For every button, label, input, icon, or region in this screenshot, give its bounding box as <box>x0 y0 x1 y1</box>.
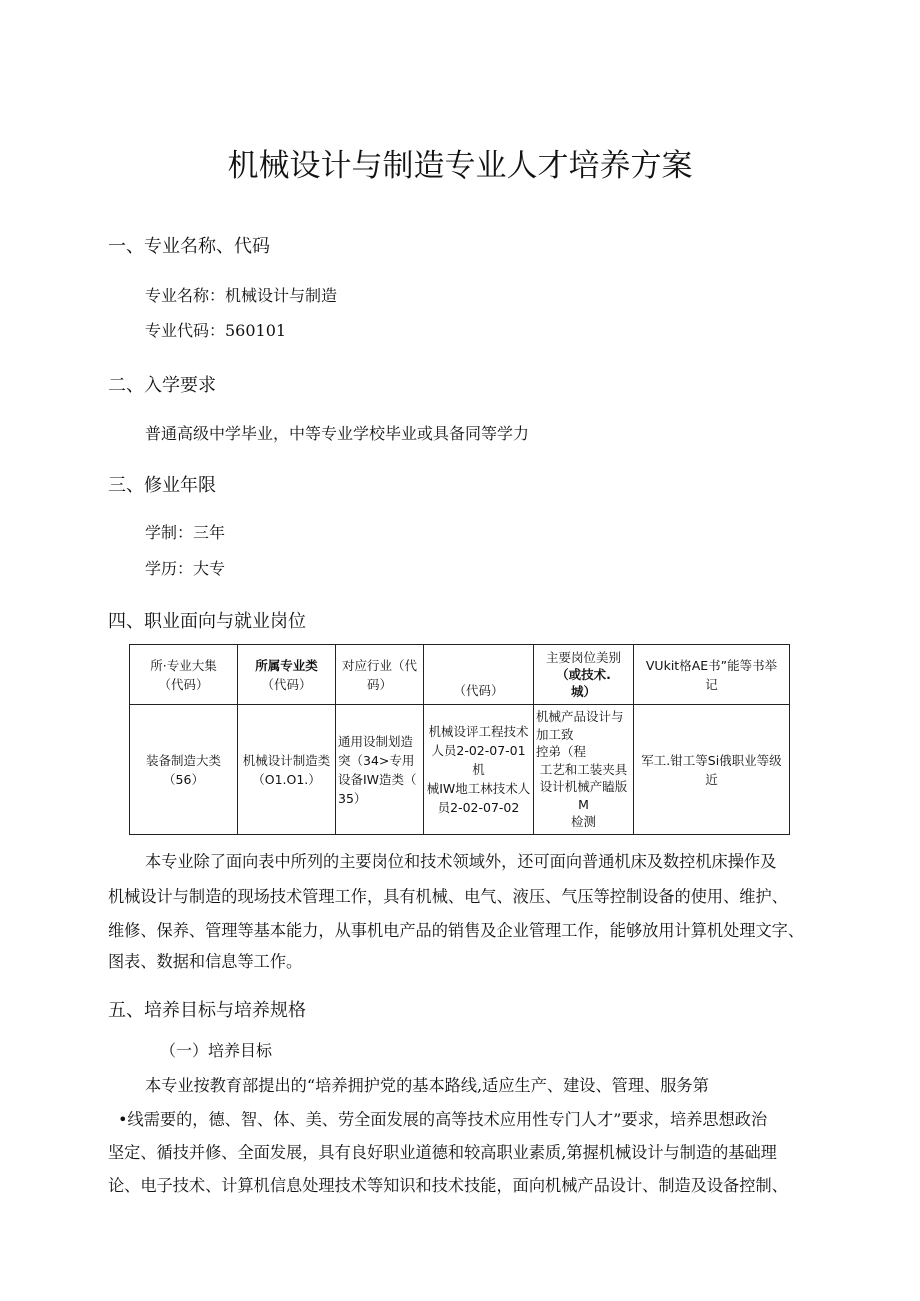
table-cell: 通用设制划造 突（34>专用 设备IW造类（ 35） <box>336 705 424 835</box>
paragraph-line: 图表、数据和信息等工作。 <box>108 952 303 971</box>
paragraph-line: 维修、保养、管理等基本能力，从事机电产品的销售及企业管理工作，能够放用计算机处理文字、 <box>108 921 805 940</box>
section-5-heading: 五、培养目标与培养规格 <box>108 1000 306 1021</box>
header-cell: 主要岗位美别 （或技术. 城） <box>534 645 634 705</box>
table-row <box>130 705 790 835</box>
paragraph-line: 论、电子技术、计算机信息处理技术等知识和技术技能，面向机械产品设计、制造及设备控制、 <box>108 1176 788 1195</box>
major-code: 专业代码：560101 <box>145 321 287 340</box>
subsection-heading: （一）培养目标 <box>160 1041 273 1060</box>
table-cell: 机械设计制造类 （O1.O1.） <box>238 705 336 835</box>
paragraph-line: •线需要的，德、智、体、美、劳全面发展的高等技术应用性专门人才”要求，培养思想政治 <box>118 1110 768 1129</box>
table-header-row <box>130 645 790 705</box>
header-cell: VUkit格AE书”能等书举 记 <box>634 645 790 705</box>
header-cell: 所·专业大集 （代码） <box>130 645 238 705</box>
table-cell: 机械设评工程技术 人员2-02-07-01机 械IW地工林技术人 员2-02-07-02 <box>424 705 534 835</box>
section-1-heading: 一、专业名称、代码 <box>108 236 270 257</box>
table-cell: 机械产品设计与 加工致 控弟（程 工艺和工装夹具 设计机械产瞌版 M 检测 <box>534 705 634 835</box>
admission-requirement: 普通高级中学毕业，中等专业学校毕业或具备同等学力 <box>145 424 530 443</box>
occupation-table <box>129 644 790 835</box>
header-cell: （代码） <box>424 645 534 705</box>
header-cell: 所属专业类 （代码） <box>238 645 336 705</box>
table-cell: 军工.钳工等Si俄职业等级 近 <box>634 705 790 835</box>
document-title: 机械设计与制造专业人才培养方案 <box>227 148 693 184</box>
table-cell: 装备制造大类 （56） <box>130 705 238 835</box>
study-system: 学制：三年 <box>145 523 226 542</box>
paragraph-line: 机械设计与制造的现场技术管理工作，具有机械、电气、液压、气压等控制设备的使用、维护、 <box>108 887 788 906</box>
paragraph-line: 坚定、循技并修、全面发展，具有良好职业道德和较高职业素质,第握机械设计与制造的基础理 <box>108 1143 777 1162</box>
section-4-heading: 四、职业面向与就业岗位 <box>108 611 306 632</box>
major-name: 专业名称：机械设计与制造 <box>145 286 338 305</box>
paragraph-line: 本专业按教育部提出的“培养拥护党的基本路线,适应生产、建设、管理、服务第 <box>145 1076 709 1095</box>
paragraph-line: 本专业除了面向表中所列的主要岗位和技术领域外，还可面向普通机床及数控机床操作及 <box>145 852 777 871</box>
study-degree: 学历：大专 <box>145 559 226 578</box>
header-cell: 对应行业（代 码） <box>336 645 424 705</box>
section-2-heading: 二、入学要求 <box>108 375 216 396</box>
section-3-heading: 三、修业年限 <box>108 475 216 496</box>
